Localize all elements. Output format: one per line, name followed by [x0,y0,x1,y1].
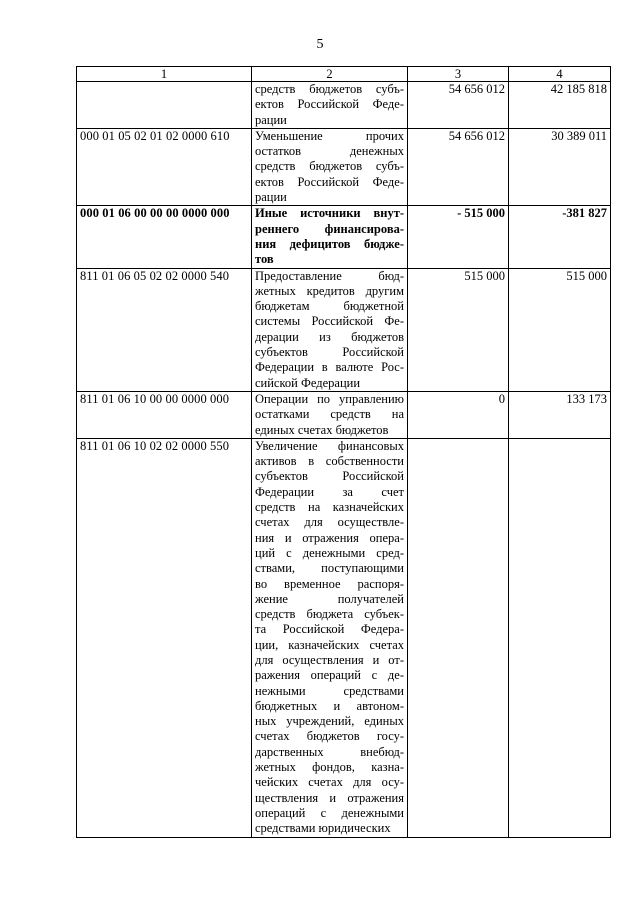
row-name-line: средств бюджета субъек- [255,607,404,622]
row-name-line: ектов Российской Феде- [255,174,404,189]
row-name-line: Операции по управлению [255,391,404,406]
row-name-line: счетах бюджетов госу- [255,729,404,744]
row-col4-value: 133 173 [509,391,611,438]
table-row [77,438,611,837]
header-col-1: 1 [77,67,252,82]
row-name-line: средств бюджетов субъ- [255,159,404,174]
header-col-3: 3 [408,67,509,82]
row-name-line: чейских счетах для осу- [255,775,404,790]
row-name-line: дарственных внебюд- [255,744,404,759]
row-name-line: жение получателей [255,591,404,606]
row-name-line: тов [255,252,274,267]
row-name-line: средств на казначейских [255,500,404,515]
row-name-line: Федерации за счет [255,484,404,499]
row-col3-value: 0 [408,391,509,438]
row-name-line: субъектов Российской [255,469,404,484]
row-col3-value: 54 656 012 [408,82,509,129]
row-name-line: ражения операций с де- [255,668,404,683]
budget-sources-table [76,66,611,838]
row-col4-value: 42 185 818 [509,82,611,129]
row-code-cell: 811 01 06 05 02 02 0000 540 [77,268,252,391]
row-name-line: субъектов Российской [255,345,404,360]
header-col-2: 2 [252,67,408,82]
row-name-line: во временное распоря- [255,576,404,591]
row-name-line: остатками средств на [255,407,404,422]
row-name-line: та Российской Федера- [255,622,404,637]
table-row [77,391,611,438]
row-name-line: ций с денежными сред- [255,545,404,560]
row-name-cell [252,206,408,268]
row-name-line: остатков денежных [255,144,404,159]
row-name-line: жетных фондов, казна- [255,760,404,775]
row-name-line: для осуществления и от- [255,652,404,667]
row-code-cell [77,82,252,129]
table-row [77,82,611,129]
row-name-line: реннего финансирова- [255,221,404,236]
row-name-cell [252,438,408,837]
row-code-cell: 000 01 05 02 01 02 0000 610 [77,128,252,205]
row-col4-value [509,438,611,837]
row-name-line: активов в собственности [255,454,404,469]
row-name-line: Иные источники внут- [255,206,404,221]
row-name-line: сийской Федерации [255,375,361,390]
row-col4-value: -381 827 [509,206,611,268]
row-col3-value: 54 656 012 [408,128,509,205]
row-name-line: Федерации в валюте Рос- [255,360,404,375]
row-name-line: бюджетных и автоном- [255,698,404,713]
row-col3-value: - 515 000 [408,206,509,268]
row-name-cell [252,82,408,129]
row-name-cell [252,391,408,438]
row-name-line: ния дефицитов бюдже- [255,236,404,251]
row-name-line: средств бюджетов субъ- [255,82,404,96]
row-name-cell [252,128,408,205]
row-name-line: Уменьшение прочих [255,128,404,143]
row-name-line: рации [255,190,287,205]
table-body [77,82,611,838]
row-name-line: ции, казначейских счетах [255,637,404,652]
row-name-line: бюджетам бюджетной [255,299,404,314]
table-row [77,128,611,205]
row-col3-value: 515 000 [408,268,509,391]
row-name-cell [252,268,408,391]
row-code-cell: 811 01 06 10 00 00 0000 000 [77,391,252,438]
row-name-line: операций с денежными [255,805,404,820]
row-name-line: жетных кредитов другим [255,283,404,298]
row-col4-value: 30 389 011 [509,128,611,205]
header-row [77,67,611,82]
row-name-line: ствами, поступающими [255,561,404,576]
row-name-line: ектов Российской Феде- [255,97,404,112]
row-name-line: Увеличение финансовых [255,438,404,453]
row-code-cell: 811 01 06 10 02 02 0000 550 [77,438,252,837]
row-name-line: нежными средствами [255,683,404,698]
row-name-line: дерации из бюджетов [255,329,404,344]
row-name-line: ных учреждений, единых [255,714,404,729]
row-col3-value [408,438,509,837]
row-name-line: ществления и отражения [255,790,404,805]
row-name-line: Предоставление бюд- [255,268,404,283]
table-row [77,268,611,391]
table-row [77,206,611,268]
row-name-line: системы Российской Фе- [255,314,404,329]
row-name-line: средствами юридических [255,821,391,836]
row-name-line: единых счетах бюджетов [255,422,389,437]
row-col4-value: 515 000 [509,268,611,391]
header-col-4: 4 [509,67,611,82]
row-name-line: рации [255,112,287,127]
page-number: 5 [316,37,324,52]
row-code-cell: 000 01 06 00 00 00 0000 000 [77,206,252,268]
row-name-line: ния и отражения опера- [255,530,404,545]
row-name-line: счетах для осуществле- [255,515,404,530]
